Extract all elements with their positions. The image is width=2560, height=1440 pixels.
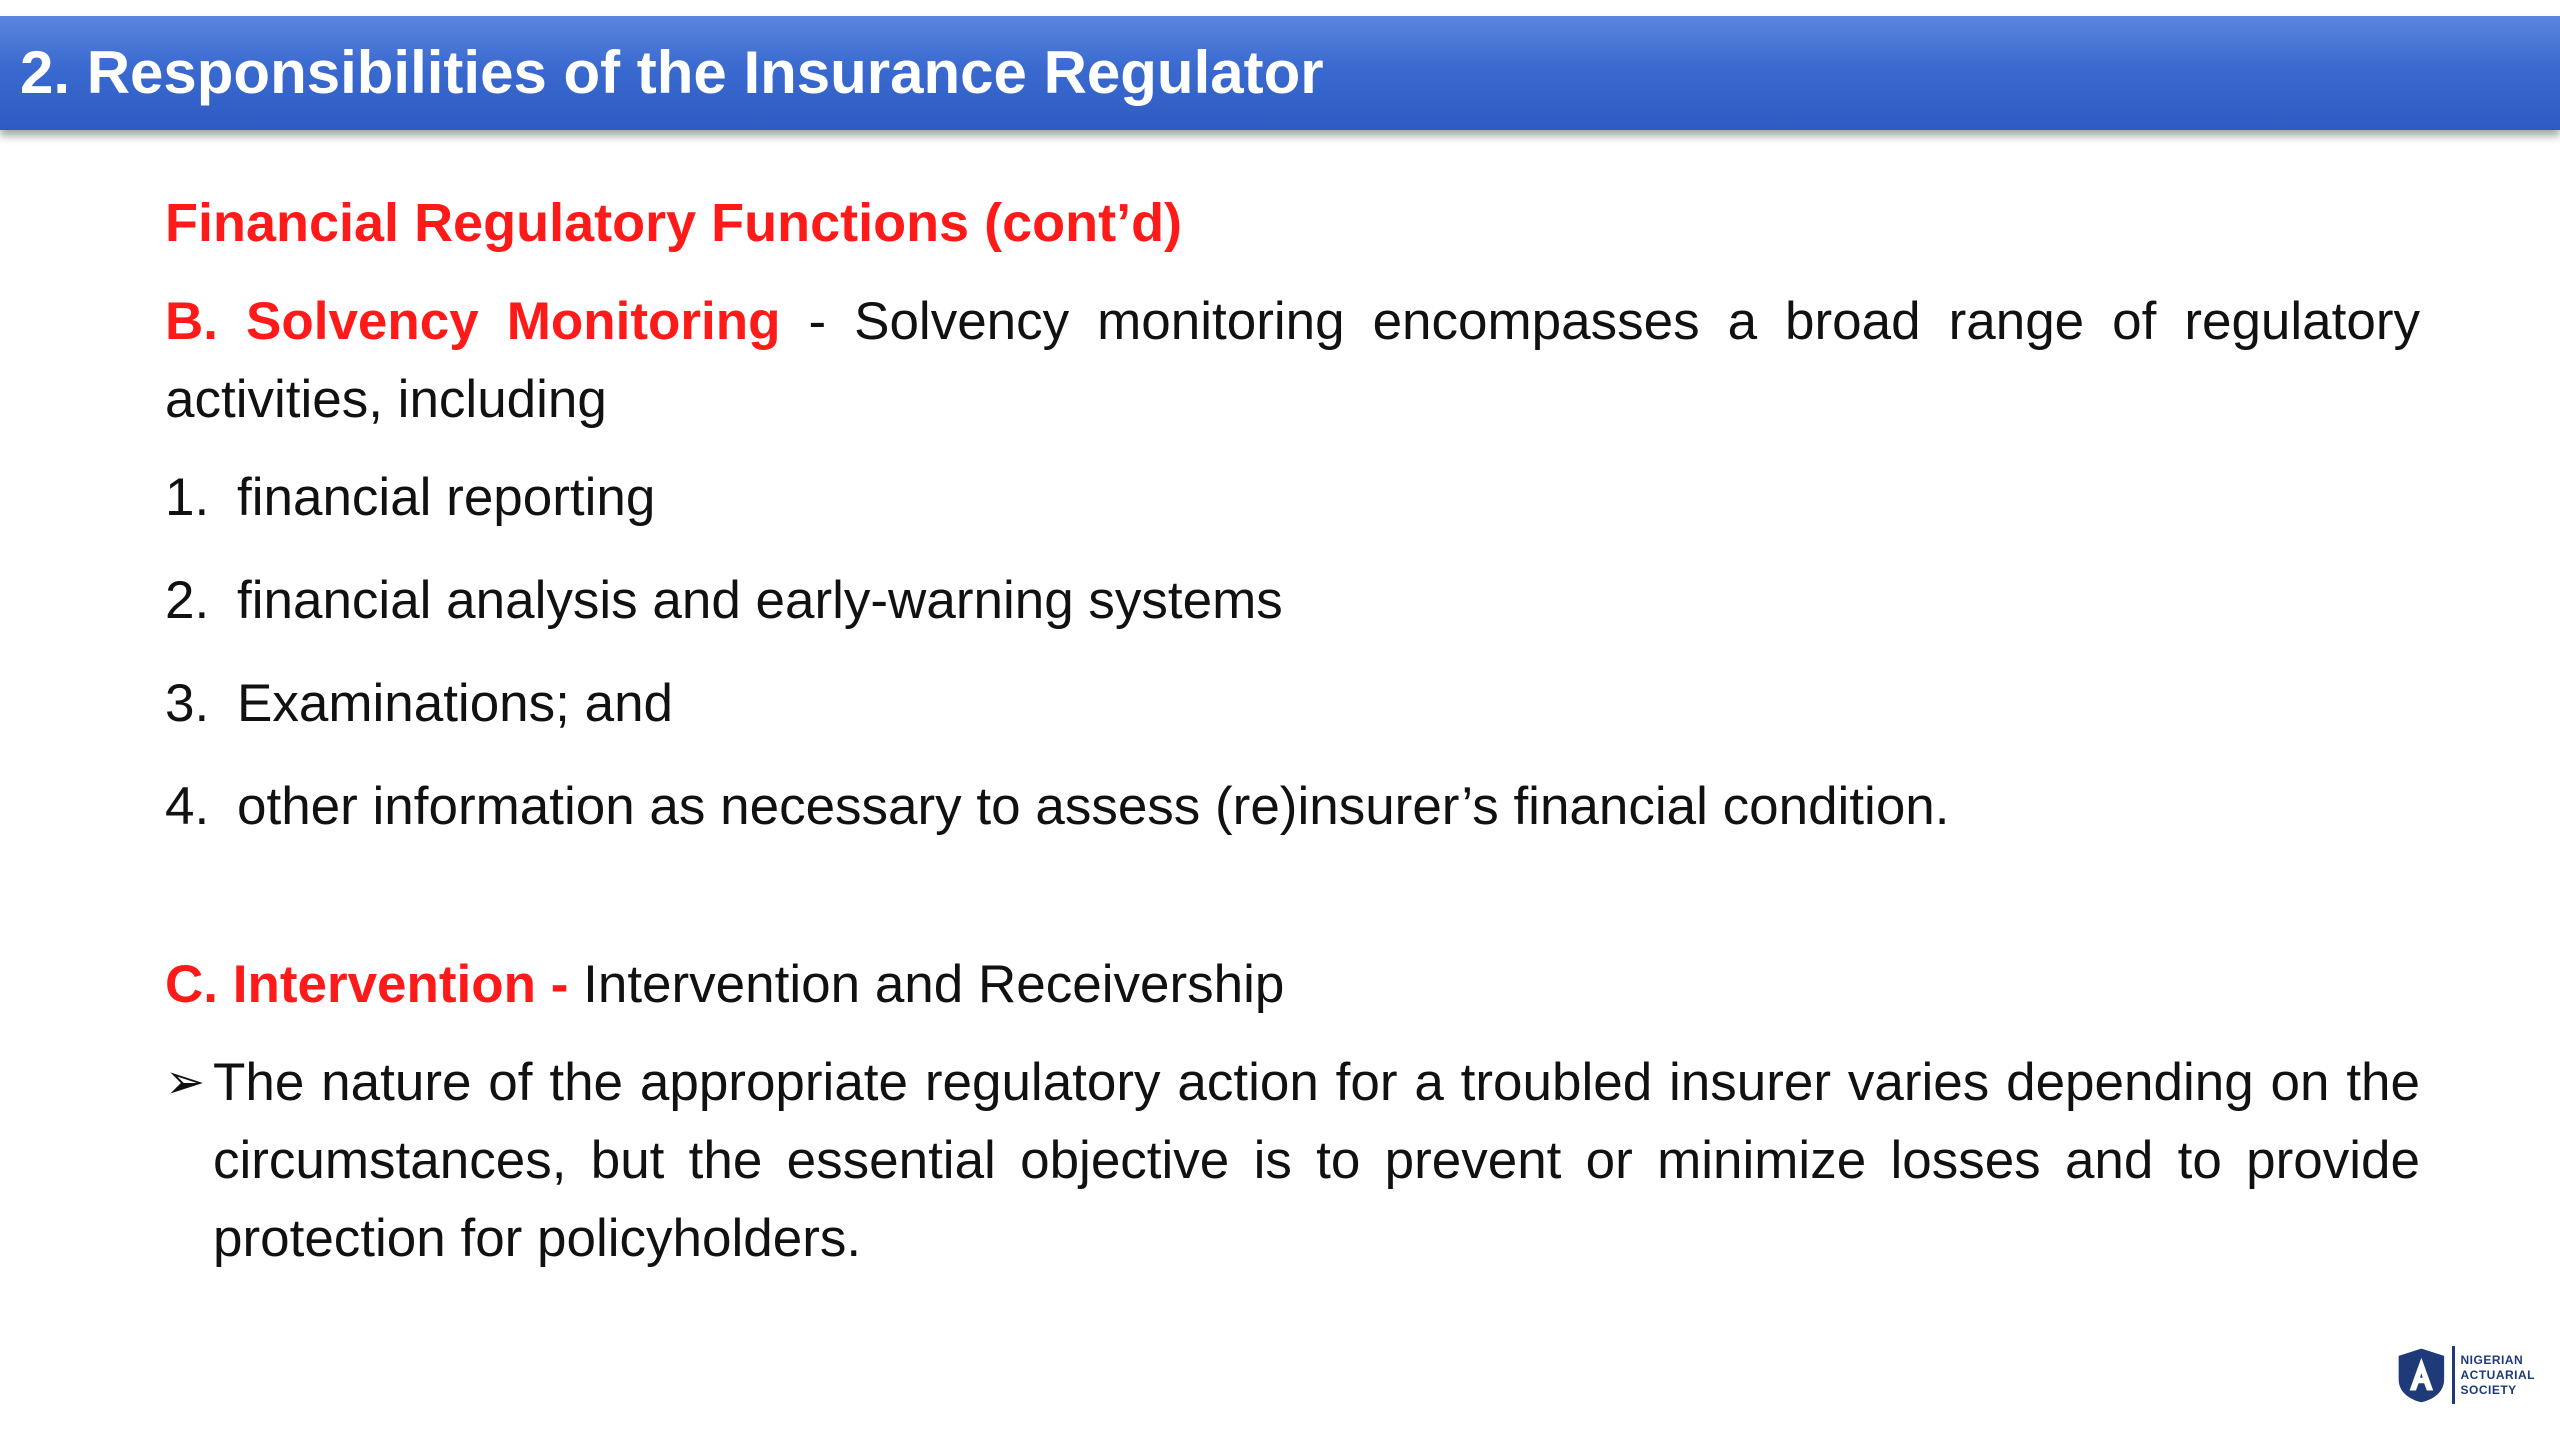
- bullet-paragraph: [165, 1044, 2420, 1278]
- list-item-number: 4.: [165, 777, 210, 836]
- solvency-label: B. Solvency Monitoring: [165, 292, 781, 351]
- solvency-paragraph: [165, 283, 2420, 439]
- nigerian-actuarial-society-logo: [2395, 1340, 2535, 1410]
- logo-mark-icon: [2395, 1344, 2448, 1406]
- title-bar: [0, 16, 2560, 130]
- list-item-text: other information as necessary to assess (re)insurer’s financial condition.: [237, 777, 1950, 836]
- list-item-text: financial analysis and early-warning systems: [237, 571, 1283, 630]
- logo-line: NIGERIAN: [2460, 1352, 2524, 1367]
- intervention-label: C. Intervention -: [165, 955, 569, 1014]
- logo-line: ACTUARIAL: [2460, 1367, 2535, 1382]
- list-item-number: 2.: [165, 571, 210, 630]
- arrow-bullet-icon: ➢: [165, 1056, 206, 1109]
- logo-divider: [2452, 1346, 2455, 1404]
- intervention-paragraph: [165, 946, 2420, 1024]
- intervention-text: Intervention and Receivership: [568, 955, 1285, 1014]
- list-item: [165, 768, 2420, 846]
- list-item-text: financial reporting: [237, 468, 656, 527]
- list-item-number: 1.: [165, 468, 210, 527]
- list-item-number: 3.: [165, 674, 210, 733]
- bullet-text: The nature of the appropriate regulatory action for a troubled insurer varies depending on the circumstances, but the essential objective is to prevent or minimize losses and to provide protection for policyholders.: [213, 1053, 2420, 1268]
- logo-line: SOCIETY: [2460, 1382, 2517, 1397]
- logo-text: [2461, 1353, 2536, 1398]
- list-item: [165, 562, 2420, 640]
- section-subheading: Financial Regulatory Functions (cont’d): [165, 193, 1183, 253]
- list-item-text: Examinations; and: [237, 674, 674, 733]
- activities-list: [165, 459, 2420, 846]
- slide-content: [165, 185, 2420, 1278]
- list-item: [165, 459, 2420, 537]
- solvency-text: - Solvency monitoring encompasses a broad range of regulatory activities, including: [165, 292, 2420, 429]
- list-item: [165, 665, 2420, 743]
- slide-title: 2. Responsibilities of the Insurance Regulator: [20, 39, 1324, 106]
